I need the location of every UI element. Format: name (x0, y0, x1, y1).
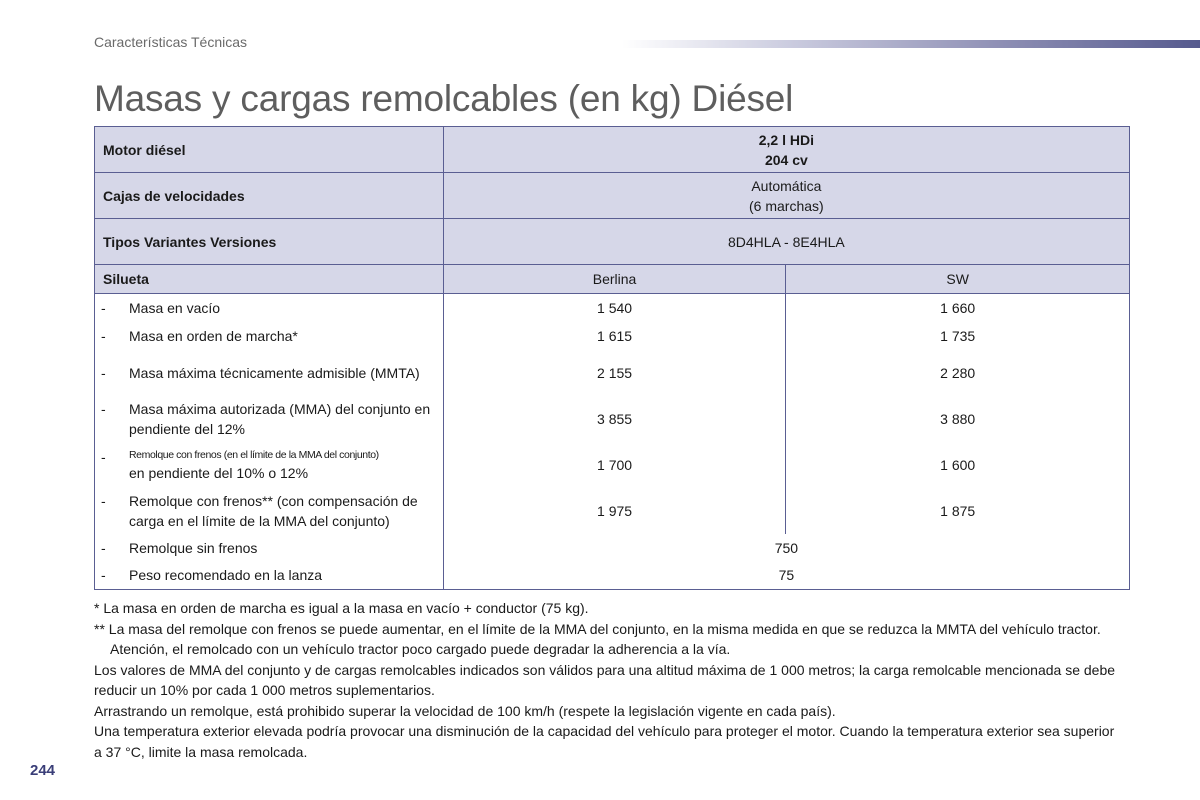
row-dash: - (101, 567, 106, 584)
note-temperature: Una temperatura exterior elevada podría provocar una disminución de la capacidad del vehículo para proteger el motor. Cuando la temperatura exterior sea superior a 37 °C, limite la masa remolcada. (94, 723, 1115, 760)
table-row (95, 442, 1130, 488)
table-row (95, 396, 1130, 442)
gearbox-row (95, 173, 1130, 219)
shared-value: 75 (443, 562, 1129, 590)
page-number: 244 (30, 762, 56, 779)
header-gradient-bar (622, 40, 1200, 48)
table-row (95, 534, 1130, 562)
gearbox-value-line1: Automática (751, 177, 822, 194)
specs-table (94, 126, 1130, 590)
row-label: Masa máxima técnicamente admisible (MMTA) (129, 364, 420, 381)
footnote-curb-weight: * La masa en orden de marcha es igual a la masa en vacío + conductor (75 kg). (94, 600, 589, 616)
sw-value: 2 280 (786, 350, 1130, 396)
engine-label: Motor diésel (95, 127, 444, 173)
berlina-value: 3 855 (443, 396, 786, 442)
berlina-value: 1 975 (443, 488, 786, 534)
silhouette-label: Silueta (95, 265, 444, 294)
engine-value-line1: 2,2 l HDi (758, 131, 814, 148)
row-label: Masa en vacío (129, 299, 221, 316)
sw-value: 1 735 (786, 322, 1130, 350)
berlina-value: 2 155 (443, 350, 786, 396)
silhouette-berlina: Berlina (443, 265, 786, 294)
sw-value: 1 600 (786, 442, 1130, 488)
row-label: Remolque sin frenos (129, 539, 258, 556)
table-row (95, 322, 1130, 350)
sw-value: 1 875 (786, 488, 1130, 534)
row-label-small: Remolque con frenos (en el límite de la MMA del conjunto) (129, 448, 379, 461)
variants-label: Tipos Variantes Versiones (95, 219, 444, 265)
gearbox-value (443, 173, 1129, 219)
footnotes (94, 598, 1124, 762)
row-label: Masa en orden de marcha* (129, 327, 298, 344)
berlina-value: 1 615 (443, 322, 786, 350)
table-row (95, 294, 1130, 322)
row-label: Masa máxima autorizada (MMA) del conjunto en pendiente del 12% (129, 400, 431, 437)
gearbox-label: Cajas de velocidades (95, 173, 444, 219)
table-row (95, 488, 1130, 534)
note-speed-limit: Arrastrando un remolque, está prohibido superar la velocidad de 100 km/h (respete la legislación vigente en cada país). (94, 702, 836, 719)
variants-row (95, 219, 1130, 265)
row-dash: - (101, 327, 106, 344)
section-header: Características Técnicas (94, 34, 248, 50)
footnote-braked-trailer: ** La masa del remolque con frenos se puede aumentar, en el límite de la MMA del conjunto, en la misma medida en que se reduzca la MMTA del vehículo tractor. Atención, el remolcado con un vehículo tractor poco cargado puede degradar la adherencia a la vía. (94, 620, 1101, 657)
table-row (95, 562, 1130, 590)
berlina-value: 1 540 (443, 294, 786, 322)
row-label: Remolque con frenos** (con compensación de carga en el límite de la MMA del conjunto) (129, 492, 418, 529)
sw-value: 1 660 (786, 294, 1130, 322)
row-dash: - (101, 299, 106, 316)
row-dash: - (101, 400, 106, 417)
row-dash: - (101, 364, 106, 381)
row-dash: - (101, 492, 106, 509)
berlina-value: 1 700 (443, 442, 786, 488)
shared-value: 750 (443, 534, 1129, 562)
silhouette-sw: SW (786, 265, 1130, 294)
engine-value-line2: 204 cv (764, 151, 808, 168)
page-title: Masas y cargas remolcables (en kg) Diésel (94, 78, 794, 119)
engine-row (95, 127, 1130, 173)
row-label: Peso recomendado en la lanza (129, 567, 323, 584)
engine-value (443, 127, 1129, 173)
gearbox-value-line2: (6 marchas) (749, 197, 824, 214)
silhouette-row (95, 265, 1130, 294)
table-row (95, 350, 1130, 396)
row-dash: - (101, 539, 106, 556)
sw-value: 3 880 (786, 396, 1130, 442)
variants-value: 8D4HLA - 8E4HLA (443, 219, 1129, 265)
note-altitude: Los valores de MMA del conjunto y de cargas remolcables indicados son válidos para una altitud máxima de 1 000 metros; la carga remolcable mencionada se debe reducir un 10% por cada 1 000 metros suplementarios. (94, 661, 1116, 698)
row-dash: - (101, 448, 106, 465)
row-label: en pendiente del 10% o 12% (129, 464, 309, 481)
